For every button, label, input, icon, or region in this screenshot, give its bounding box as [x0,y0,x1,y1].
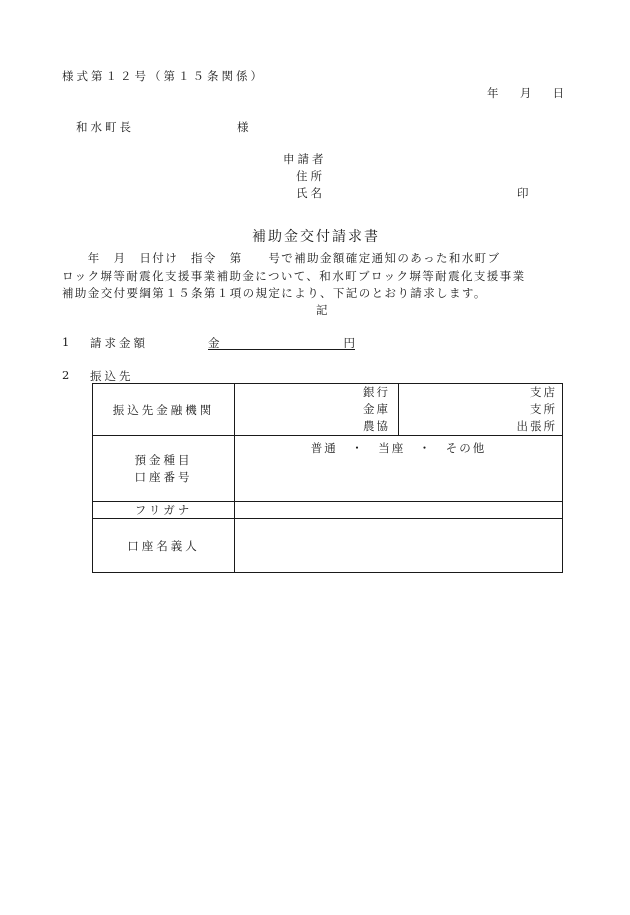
branch-shucchojo: 出張所 [516,419,557,433]
body-line-3: 補助金交付要綱第１５条第１項の規定により、下記のとおり請求します。 [62,286,487,300]
furigana-label: フリガナ [93,502,235,519]
form-number: 様式第１２号（第１５条関係） [62,69,265,83]
account-label-cell [93,436,235,502]
body-line-1: 年 月 日付け 指令 第 号で補助金額確定通知のあった和水町ブ [62,251,501,265]
holder-field[interactable] [235,519,563,573]
applicant-label: 申請者 [283,152,327,166]
furigana-field[interactable] [235,502,563,519]
institution-label: 振込先金融機関 [93,384,235,436]
ki-label: 記 [316,303,328,317]
bank-transfer-table [92,383,563,573]
date-line [487,85,564,101]
institution-type-cell[interactable] [235,384,399,436]
item2-label: 振込先 [90,369,134,383]
name-label: 氏名 [296,186,325,200]
amount-prefix: 金 [208,336,220,350]
bank-type-bank: 銀行 [363,385,390,399]
date-day-label: 日 [552,86,565,100]
holder-row [93,519,563,573]
addressee-name: 和水町長 [76,120,134,134]
date-month-label: 月 [519,86,532,100]
holder-label: 口座名義人 [93,519,235,573]
branch-type-cell[interactable] [399,384,563,436]
bank-type-shinkin: 金庫 [363,402,390,416]
amount-field[interactable] [208,335,355,350]
account-type-options[interactable]: 普通 ・ 当座 ・ その他 [310,441,487,455]
account-type-label: 預金種目 [134,452,193,467]
body-line-2: ロック塀等耐震化支援事業補助金について、和水町ブロック塀等耐震化支援事業 [62,269,526,283]
account-row [93,436,563,502]
address-label: 住所 [296,169,325,183]
bank-type-nokyo: 農協 [363,419,390,433]
branch-shiten: 支店 [530,385,557,399]
item1-label: 請求金額 [90,336,148,350]
addressee-honorific: 様 [237,120,249,134]
date-year-label: 年 [487,86,499,100]
seal-mark: 印 [517,186,529,200]
branch-shisho: 支所 [530,402,557,416]
item1-number: 1 [62,335,70,349]
item2-number: 2 [62,368,70,382]
institution-row [93,384,563,436]
amount-suffix: 円 [343,336,355,350]
document-title: 補助金交付請求書 [252,229,380,245]
account-number-label: 口座番号 [134,469,193,484]
furigana-row [93,502,563,519]
account-value-cell[interactable] [235,436,563,502]
